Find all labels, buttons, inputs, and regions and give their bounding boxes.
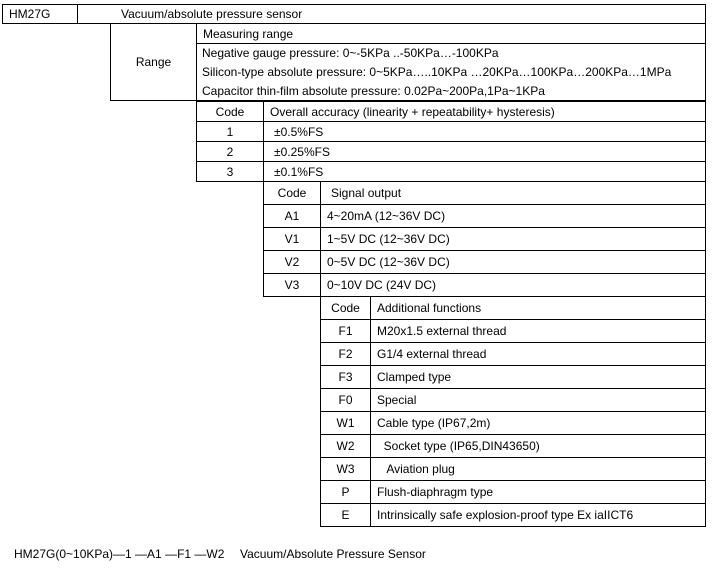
function-value: G1/4 external thread: [370, 342, 706, 366]
function-value: Special: [370, 388, 706, 412]
range-line: Capacitor thin-film absolute pressure: 0.02Pa~200Pa,1Pa~1KPa: [202, 84, 545, 98]
range-label-cell: [110, 23, 197, 101]
range-heading: Measuring range: [203, 26, 294, 41]
signal-code: V3: [263, 273, 321, 297]
sensor-title: Vacuum/absolute pressure sensor: [121, 7, 303, 21]
function-code: W2: [320, 434, 371, 458]
function-value: Cable type (IP67,2m): [370, 411, 706, 435]
range-heading-cell: [196, 23, 706, 44]
function-code: E: [320, 503, 371, 527]
accuracy-value: ±0.1%FS: [263, 161, 706, 182]
accuracy-value: ±0.5%FS: [263, 121, 706, 142]
accuracy-header: Overall accuracy (linearity + repeatability+ hysteresis): [263, 101, 706, 122]
functions-header: Additional functions: [370, 296, 706, 320]
signal-value: 4~20mA (12~36V DC): [320, 204, 706, 228]
function-code: F3: [320, 365, 371, 389]
signal-code: V1: [263, 227, 321, 251]
signal-code: V2: [263, 250, 321, 274]
function-value: Socket type (IP65,DIN43650): [370, 434, 706, 458]
function-value: M20x1.5 external thread: [370, 319, 706, 343]
range-label: Range: [135, 55, 172, 69]
signal-value: 0~10V DC (24V DC): [320, 273, 706, 297]
signal-header: Signal output: [320, 181, 706, 205]
function-value: Clamped type: [370, 365, 706, 389]
function-code: F0: [320, 388, 371, 412]
accuracy-value: ±0.25%FS: [263, 141, 706, 162]
model-code: HM27G: [9, 7, 51, 21]
functions-code-header: Code: [320, 296, 371, 320]
function-code: F2: [320, 342, 371, 366]
signal-code: A1: [263, 204, 321, 228]
function-code: W3: [320, 457, 371, 481]
example-description: Vacuum/Absolute Pressure Sensor: [240, 547, 426, 561]
accuracy-code: 3: [196, 161, 264, 182]
range-line: Silicon-type absolute pressure: 0~5KPa…..10KPa …20KPa…100KPa…200KPa…1MPa: [202, 65, 672, 79]
title-cell: [77, 4, 706, 24]
range-line: Negative gauge pressure: 0~-5KPa ..-50KPa…-100KPa: [202, 46, 499, 60]
signal-value: 0~5V DC (12~36V DC): [320, 250, 706, 274]
function-value: Intrinsically safe explosion-proof type Ex iaIICT6: [370, 503, 706, 527]
example-code: HM27G(0~10KPa)—1 —A1 —F1 —W2: [14, 547, 225, 561]
model-cell: [2, 4, 78, 24]
signal-value: 1~5V DC (12~36V DC): [320, 227, 706, 251]
accuracy-code: 1: [196, 121, 264, 142]
accuracy-code-header: Code: [196, 101, 264, 122]
function-value: Flush-diaphragm type: [370, 480, 706, 504]
function-value: Aviation plug: [370, 457, 706, 481]
signal-code-header: Code: [263, 181, 321, 205]
function-code: P: [320, 480, 371, 504]
accuracy-code: 2: [196, 141, 264, 162]
function-code: W1: [320, 411, 371, 435]
function-code: F1: [320, 319, 371, 343]
